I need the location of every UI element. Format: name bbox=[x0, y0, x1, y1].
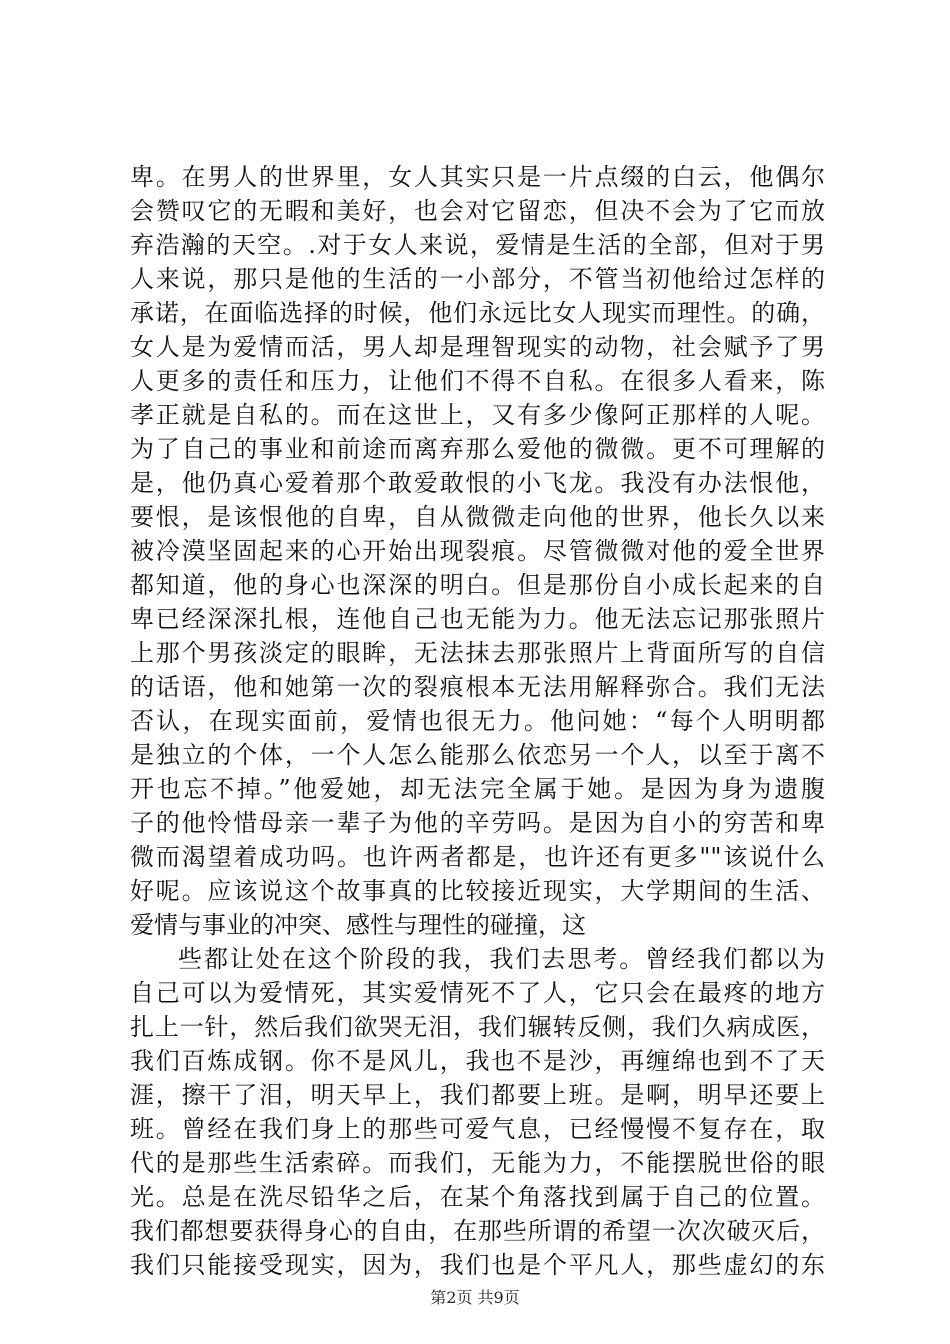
text-line: 都知道，他的身心也深深的明白。但是那份自小成长起来的自 bbox=[130, 571, 825, 599]
text-line: 代的是那些生活索碎。而我们，无能为力，不能摆脱世俗的眼 bbox=[130, 1149, 825, 1177]
text-line: 要恨，是该恨他的自卑，自从微微走向他的世界，他长久以来 bbox=[130, 503, 825, 531]
text-line: 卑已经深深扎根，连他自己也无能为力。他无法忘记那张照片 bbox=[130, 605, 825, 633]
text-line: 涯，擦干了泪，明天早上，我们都要上班。是啊，明早还要上 bbox=[130, 1081, 825, 1109]
text-line: 否认，在现实面前，爱情也很无力。他问她：“每个人明明都 bbox=[130, 707, 825, 735]
body-text bbox=[130, 160, 825, 1282]
text-line: 人来说，那只是他的生活的一小部分，不管当初他给过怎样的 bbox=[130, 265, 825, 293]
text-line: 是，他仍真心爱着那个敢爱敢恨的小飞龙。我没有办法恨他， bbox=[130, 469, 825, 497]
text-line: 爱情与事业的冲突、感性与理性的碰撞，这 bbox=[130, 911, 586, 939]
text-line: 班。曾经在我们身上的那些可爱气息，已经慢慢不复存在，取 bbox=[130, 1115, 825, 1143]
text-line: 为了自己的事业和前途而离弃那么爱他的微微。更不可理解的 bbox=[130, 435, 825, 463]
page-number-footer: 第2页 共9页 bbox=[430, 1288, 520, 1307]
text-line: 我们都想要获得身心的自由，在那些所谓的希望一次次破灭后， bbox=[130, 1217, 825, 1245]
text-line: 开也忘不掉。”他爱她，却无法完全属于她。是因为身为遗腹 bbox=[130, 775, 825, 803]
text-line: 的话语，他和她第一次的裂痕根本无法用解释弥合。我们无法 bbox=[130, 673, 825, 701]
text-line: 人更多的责任和压力，让他们不得不自私。在很多人看来，陈 bbox=[130, 367, 825, 395]
text-line: 弃浩瀚的天空。.对于女人来说，爱情是生活的全部，但对于男 bbox=[130, 231, 825, 259]
text-line: 好呢。应该说这个故事真的比较接近现实，大学期间的生活、 bbox=[130, 877, 825, 905]
text-line: 子的他怜惜母亲一辈子为他的辛劳吗。是因为自小的穷苦和卑 bbox=[130, 809, 825, 837]
text-line: 会赞叹它的无暇和美好，也会对它留恋，但决不会为了它而放 bbox=[130, 197, 825, 225]
text-line: 扎上一针，然后我们欲哭无泪，我们辗转反侧，我们久病成医， bbox=[130, 1013, 825, 1041]
text-line: 是独立的个体，一个人怎么能那么依恋另一个人，以至于离不 bbox=[130, 741, 825, 769]
text-line: 我们只能接受现实，因为，我们也是个平凡人，那些虚幻的东 bbox=[130, 1251, 825, 1279]
text-line: 自己可以为爱情死，其实爱情死不了人，它只会在最疼的地方 bbox=[130, 979, 825, 1007]
text-line: 卑。在男人的世界里，女人其实只是一片点缀的白云，他偶尔 bbox=[130, 163, 825, 191]
text-line: 光。总是在洗尽铅华之后，在某个角落找到属于自己的位置。 bbox=[130, 1183, 825, 1211]
text-line: 孝正就是自私的。而在这世上，又有多少像阿正那样的人呢。 bbox=[130, 401, 825, 429]
text-line: 我们百炼成钢。你不是风儿，我也不是沙，再缠绵也到不了天 bbox=[130, 1047, 825, 1075]
paragraph-first-line: 些都让处在这个阶段的我，我们去思考。曾经我们都以为 bbox=[178, 945, 825, 973]
text-line: 女人是为爱情而活，男人却是理智现实的动物，社会赋予了男 bbox=[130, 333, 825, 361]
text-line: 被冷漠坚固起来的心开始出现裂痕。尽管微微对他的爱全世界 bbox=[130, 537, 825, 565]
text-line: 承诺，在面临选择的时候，他们永远比女人现实而理性。的确， bbox=[130, 299, 825, 327]
text-line: 上那个男孩淡定的眼眸，无法抹去那张照片上背面所写的自信 bbox=[130, 639, 825, 667]
text-line: 微而渴望着成功吗。也许两者都是，也许还有更多""该说什么 bbox=[130, 843, 825, 871]
